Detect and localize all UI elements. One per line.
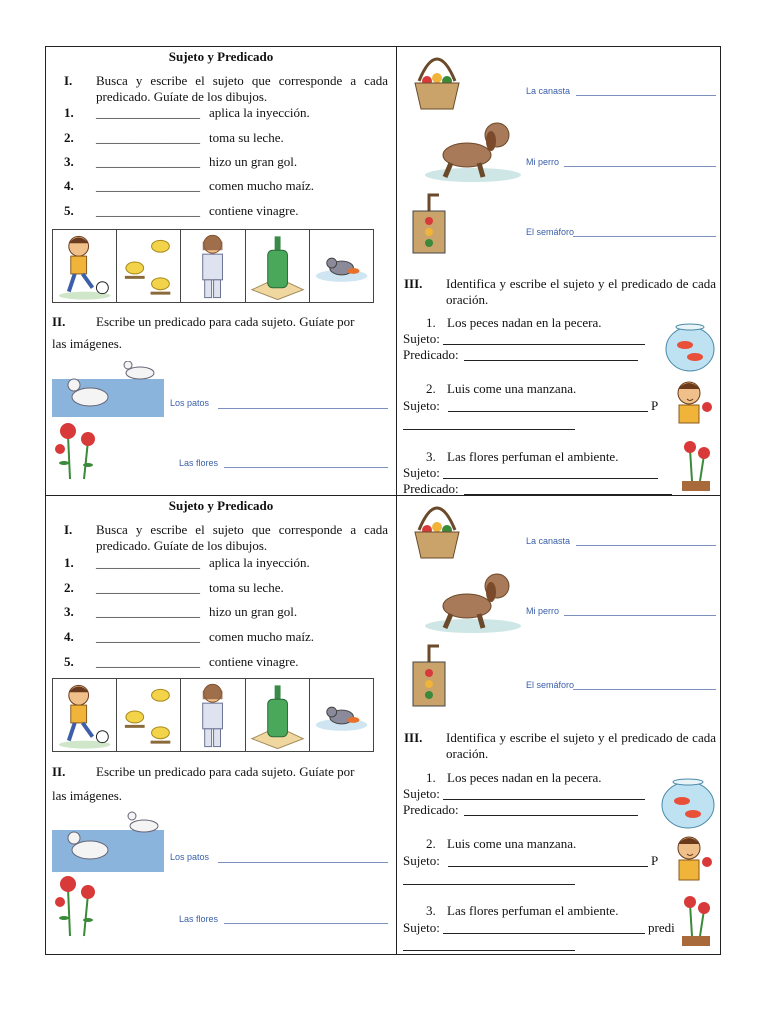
item-predicate: hizo un gran gol. [209, 604, 298, 619]
sentence-text: Las flores perfuman el ambiente. [447, 449, 619, 464]
answer-line[interactable] [443, 799, 645, 800]
sentence-text: Luis come una manzana. [447, 836, 577, 851]
answer-line[interactable] [443, 933, 645, 934]
picture-strip [52, 678, 374, 752]
sentence-number: 1. [426, 770, 436, 785]
answer-line[interactable] [403, 950, 575, 951]
sentence-number: 2. [426, 381, 436, 396]
section-i-instruction: Busca y escribe el sujeto que corresponde a cada predicado. Guíate de los dibujos. [96, 522, 388, 553]
section-i-numeral: I. [64, 522, 73, 537]
chicks-illustration [117, 230, 181, 302]
item-number: 5. [64, 654, 74, 669]
traffic-light-illustration [411, 189, 447, 255]
sentence-text: Luis come una manzana. [447, 381, 577, 396]
fishbowl-illustration [663, 319, 717, 373]
section-ii-numeral: II. [52, 764, 66, 779]
column-divider [396, 496, 397, 954]
answer-line[interactable] [564, 166, 716, 167]
section-iii-numeral: III. [404, 730, 423, 745]
worksheet-copy-1 [45, 46, 721, 496]
dog-illustration [421, 119, 525, 183]
dog-illustration [421, 568, 525, 634]
item-number: 3. [64, 604, 74, 619]
sentence-number: 1. [426, 315, 436, 330]
answer-blank[interactable]: ________________ [96, 580, 200, 595]
flower-pot-illustration [676, 890, 716, 948]
answer-line[interactable] [448, 866, 648, 867]
column-divider [396, 47, 397, 495]
item-number: 4. [64, 178, 74, 193]
answer-line[interactable] [443, 478, 658, 479]
boy-apple-illustration [671, 832, 715, 882]
answer-line[interactable] [403, 429, 575, 430]
answer-line[interactable] [564, 615, 716, 616]
answer-line[interactable] [218, 862, 388, 863]
predicado-initial: P [651, 398, 659, 413]
subject-label: Mi perro [526, 157, 560, 167]
section-ii-instruction: Escribe un predicado para cada sujeto. Guíate por [96, 314, 355, 329]
answer-line[interactable] [576, 545, 716, 546]
sentence-number: 2. [426, 836, 436, 851]
item-predicate: contiene vinagre. [209, 654, 299, 669]
section-i-instruction: Busca y escribe el sujeto que corresponde a cada predicado. Guíate de los dibujos. [96, 73, 388, 104]
answer-line[interactable] [573, 689, 716, 690]
section-i-numeral: I. [64, 73, 73, 88]
sujeto-label: Sujeto: [403, 853, 440, 868]
boy-soccer-illustration [53, 679, 117, 751]
picture-strip [52, 229, 374, 303]
item-predicate: toma su leche. [209, 130, 284, 145]
answer-line[interactable] [224, 923, 388, 924]
sujeto-label: Sujeto: [403, 398, 440, 413]
subject-label: La canasta [526, 86, 571, 96]
cat-milk-illustration [310, 230, 373, 302]
answer-blank[interactable]: ________________ [96, 203, 200, 218]
cat-milk-illustration [310, 679, 373, 751]
predicado-partial: predi [648, 920, 675, 935]
predicado-label: Predicado: [403, 481, 459, 496]
subject-label: El semáforo [526, 680, 575, 690]
subject-label: Mi perro [526, 606, 560, 616]
section-iii-instruction: Identifica y escribe el sujeto y el predicado de cada oración. [446, 276, 716, 307]
answer-blank[interactable]: ________________ [96, 154, 200, 169]
answer-blank[interactable]: ________________ [96, 130, 200, 145]
answer-blank[interactable]: ________________ [96, 178, 200, 193]
item-predicate: aplica la inyección. [209, 555, 310, 570]
subject-label: Las flores [179, 458, 219, 468]
flowers-illustration [52, 419, 104, 483]
item-number: 4. [64, 629, 74, 644]
subject-label: La canasta [526, 536, 571, 546]
item-number: 1. [64, 105, 74, 120]
predicado-label: Predicado: [403, 347, 459, 362]
answer-line[interactable] [224, 467, 388, 468]
sujeto-label: Sujeto: [403, 786, 440, 801]
sentence-number: 3. [426, 449, 436, 464]
answer-line[interactable] [576, 95, 716, 96]
answer-line[interactable] [464, 815, 638, 816]
item-number: 5. [64, 203, 74, 218]
ducks-illustration [52, 361, 164, 417]
sentence-number: 3. [426, 903, 436, 918]
ducks-illustration [52, 808, 164, 872]
section-ii-instruction: Escribe un predicado para cada sujeto. Guíate por [96, 764, 355, 779]
answer-line[interactable] [464, 360, 638, 361]
worksheet-title: Sujeto y Predicado [168, 49, 274, 64]
answer-blank[interactable]: ________________ [96, 654, 200, 669]
subject-label: El semáforo [526, 227, 575, 237]
answer-line[interactable] [573, 236, 716, 237]
answer-line[interactable] [218, 408, 388, 409]
item-number: 2. [64, 580, 74, 595]
section-ii-numeral: II. [52, 314, 66, 329]
section-iii-numeral: III. [404, 276, 423, 291]
child-pajamas-illustration [181, 679, 245, 751]
sujeto-label: Sujeto: [403, 331, 440, 346]
item-number: 1. [64, 555, 74, 570]
basket-illustration [411, 500, 463, 566]
answer-blank[interactable]: ________________ [96, 629, 200, 644]
boy-apple-illustration [671, 377, 715, 425]
subject-label: Los patos [170, 398, 210, 408]
answer-blank[interactable]: ________________ [96, 604, 200, 619]
subject-label: Las flores [179, 914, 219, 924]
boy-soccer-illustration [53, 230, 117, 302]
item-predicate: contiene vinagre. [209, 203, 299, 218]
subject-label: Los patos [170, 852, 210, 862]
item-predicate: comen mucho maíz. [209, 629, 315, 644]
predicado-label: Predicado: [403, 802, 459, 817]
section-ii-instruction-cont: las imágenes. [52, 336, 123, 351]
section-ii-instruction-cont: las imágenes. [52, 788, 123, 803]
answer-line[interactable] [443, 344, 645, 345]
fishbowl-illustration [659, 774, 717, 830]
child-pajamas-illustration [181, 230, 245, 302]
chicks-illustration [117, 679, 181, 751]
answer-line[interactable] [448, 411, 648, 412]
item-predicate: aplica la inyección. [209, 105, 310, 120]
answer-line[interactable] [403, 884, 575, 885]
traffic-light-illustration [411, 640, 447, 708]
sentence-text: Las flores perfuman el ambiente. [447, 903, 619, 918]
item-number: 3. [64, 154, 74, 169]
predicado-initial: P [651, 853, 659, 868]
worksheet-title: Sujeto y Predicado [168, 498, 274, 513]
item-predicate: comen mucho maíz. [209, 178, 315, 193]
item-predicate: hizo un gran gol. [209, 154, 298, 169]
sujeto-label: Sujeto: [403, 920, 440, 935]
vinegar-bottle-illustration [246, 230, 310, 302]
sujeto-label: Sujeto: [403, 465, 440, 480]
vinegar-bottle-illustration [246, 679, 310, 751]
item-predicate: toma su leche. [209, 580, 284, 595]
basket-illustration [411, 51, 463, 117]
flowers-illustration [52, 872, 104, 940]
item-number: 2. [64, 130, 74, 145]
sentence-text: Los peces nadan en la pecera. [447, 770, 602, 785]
section-iii-instruction: Identifica y escribe el sujeto y el predicado de cada oración. [446, 730, 716, 761]
sentence-text: Los peces nadan en la pecera. [447, 315, 602, 330]
worksheet-copy-2 [45, 495, 721, 955]
flower-pot-illustration [676, 435, 716, 493]
answer-blank[interactable]: ________________ [96, 555, 200, 570]
answer-blank[interactable]: ________________ [96, 105, 200, 120]
